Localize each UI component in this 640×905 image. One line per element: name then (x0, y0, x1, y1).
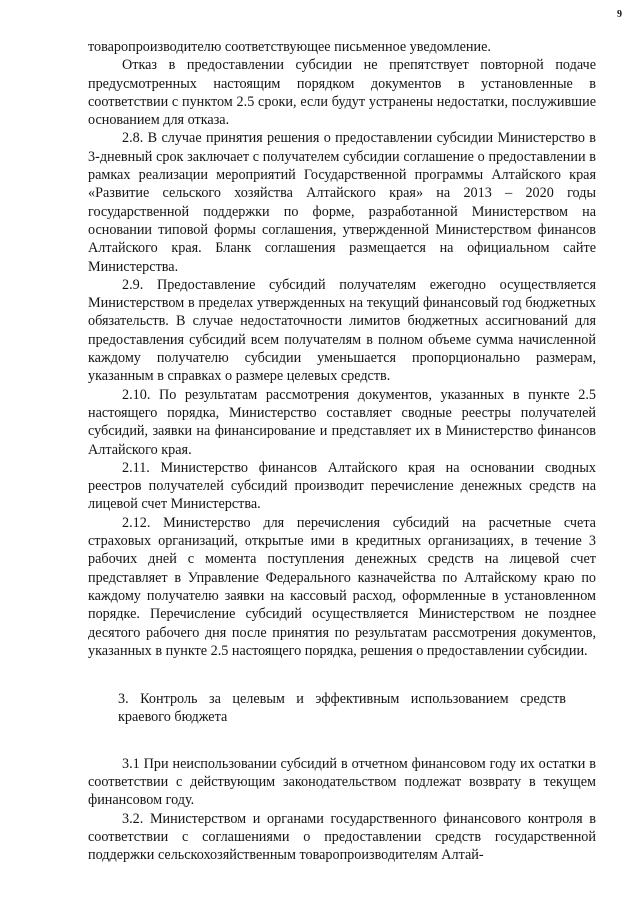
page-number: 9 (617, 9, 622, 20)
section-heading: 3. Контроль за целевым и эффективным использованием средств краевого бюджета (118, 691, 566, 726)
paragraph-3-1: 3.1 При неиспользовании субсидий в отчетном финансовом году их остатки в соответствии с действующим законодательством подлежат возврату в текущем финансовом году. (88, 755, 596, 809)
paragraph-2-10: 2.10. По результатам рассмотрения документов, указанных в пункте 2.5 настоящего порядка, Министерство составляет сводные реестры получателей субсидий, заявки на финансирование и представляет их в Министерство финансов Алтайского края. (88, 386, 596, 458)
document-body (88, 38, 596, 864)
paragraph-2-12: 2.12. Министерство для перечисления субсидий на расчетные счета страховых организаций, открытые ими в кредитных организациях, в течение 3 рабочих дней с момента поступления денежных средств на лицевой счет представляет в Управление Федерального казначейства по Алтайскому краю по каждому получателю заявки на кассовый расход, оформленные в установленном порядке. Перечисление субсидий осуществляется Министерством не позднее десятого рабочего дня после принятия по результатам рассмотрения документов, указанных в пункте 2.5 настоящего порядка, решения о предоставлении субсидии. (88, 514, 596, 659)
paragraph-2-11: 2.11. Министерство финансов Алтайского края на основании сводных реестров получателей субсидий производит перечисление денежных средств на лицевой счет Министерства. (88, 459, 596, 513)
paragraph-refusal: Отказ в предоставлении субсидии не препятствует повторной подаче предусмотренных настоящим порядком документов в установленные в соответствии с пунктом 2.5 сроки, если будут устранены недостатки, послужившие основанием для отказа. (88, 57, 596, 129)
paragraph-2-9: 2.9. Предоставление субсидий получателям ежегодно осуществляется Министерством в пределах утвержденных на текущий финансовый год бюджетных обязательств. В случае недостаточности лимитов бюджетных ассигнований для предоставления субсидий всем получателям в полном объеме сумма начисленной каждому получателю субсидии уменьшается пропорционально размерам, указанным в справках о размере целевых средств. (88, 276, 596, 385)
paragraph-2-8: 2.8. В случае принятия решения о предоставлении субсидии Министерство в 3-дневный срок заключает с получателем субсидии соглашение о предоставлении в рамках реализации мероприятий Государственной программы Алтайского края «Развитие сельского хозяйства Алтайского края» на 2013 – 2020 годы государственной поддержки по форме, разработанной Министерством на основании типовой формы соглашения, утвержденной Министерством финансов Алтайского края. Бланк соглашения размещается на официальном сайте Министерства. (88, 130, 596, 275)
paragraph-3-2: 3.2. Министерством и органами государственного финансового контроля в соответствии с соглашениями о предоставлении средств государственной поддержки сельскохозяйственным товаропроизводителям Алтай- (88, 810, 596, 864)
paragraph-continuation: товаропроизводителю соответствующее письменное уведомление. (88, 39, 491, 55)
